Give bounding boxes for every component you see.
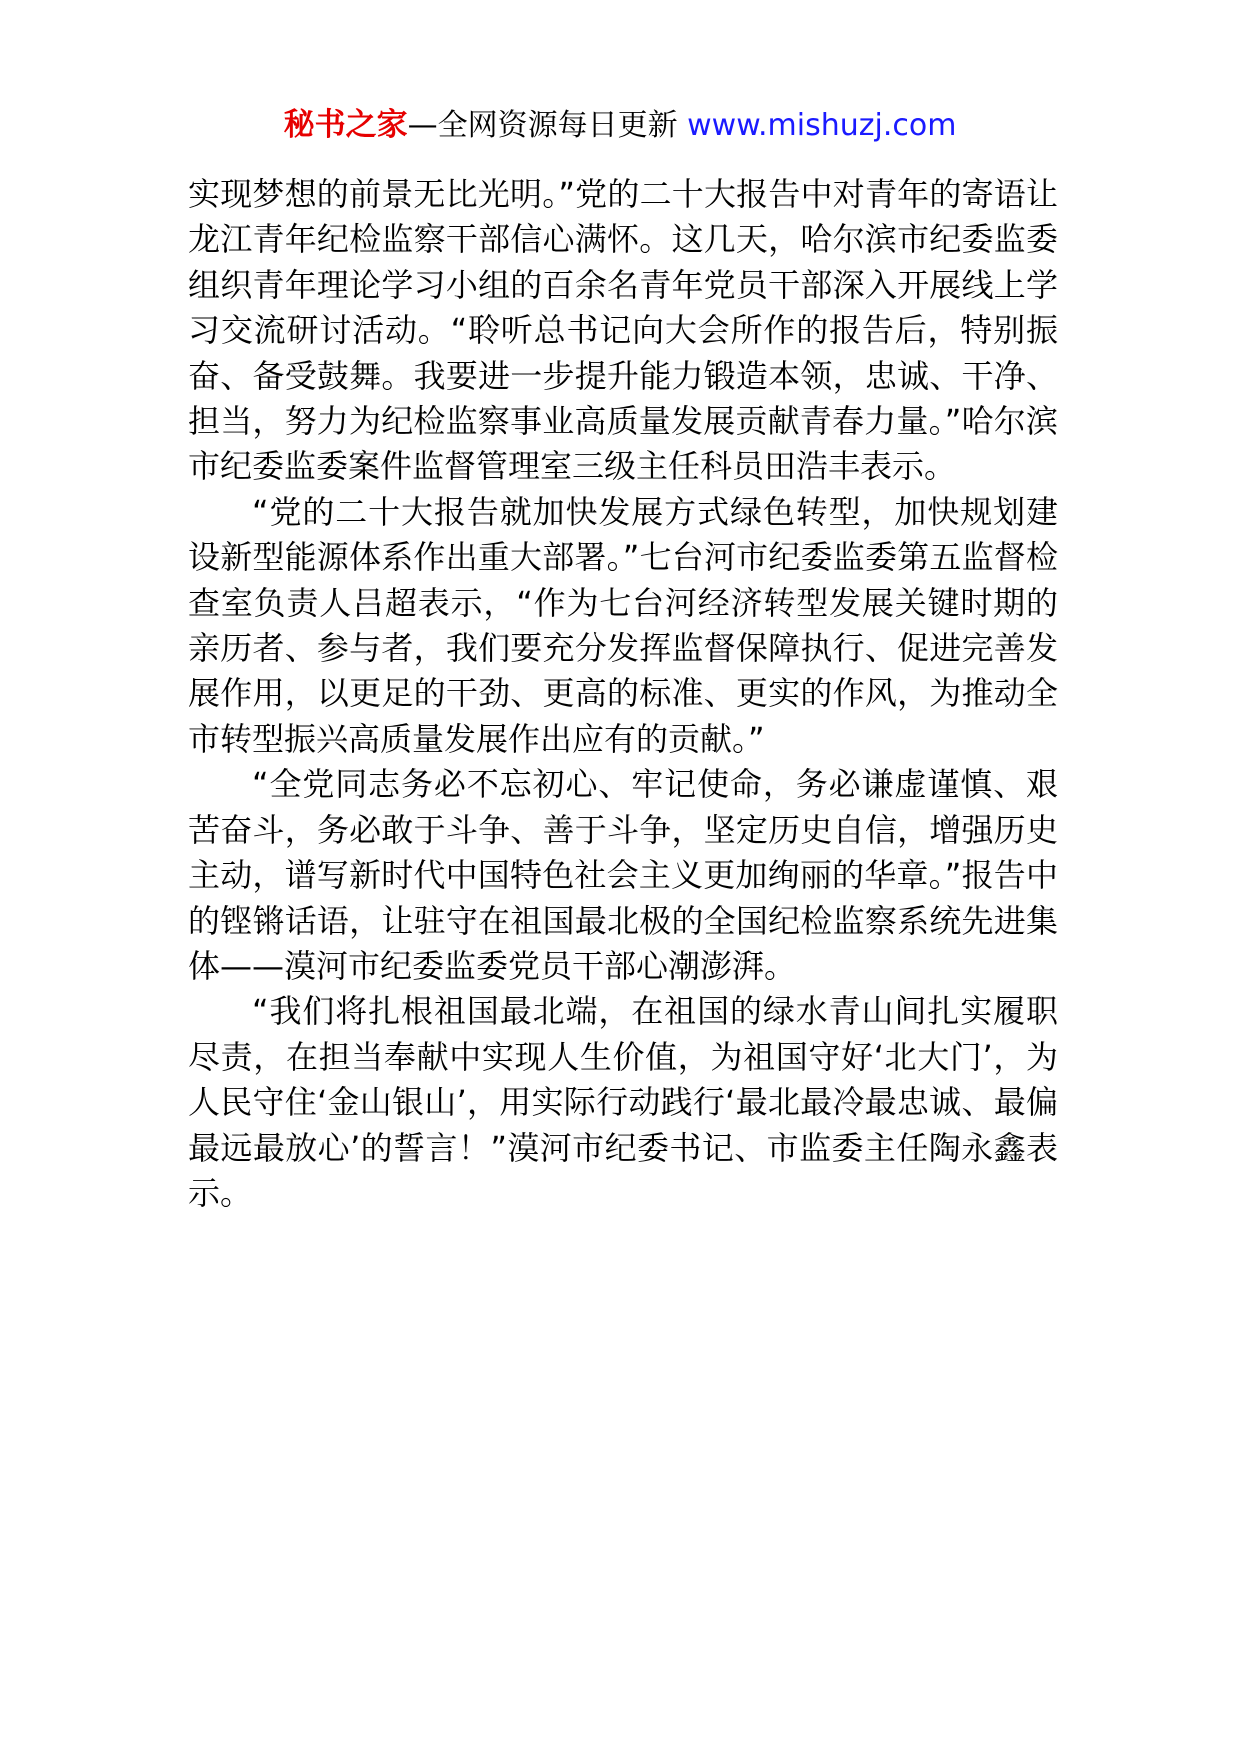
brand-name: 秘书之家	[283, 107, 408, 143]
article-body	[188, 172, 1058, 1216]
site-url-link[interactable]: www.mishuzj.com	[687, 108, 957, 143]
site-header	[0, 100, 1240, 151]
paragraph-1: 实现梦想的前景无比光明。”党的二十大报告中对青年的寄语让龙江青年纪检监察干部信心满怀。这几天，哈尔滨市纪委监委组织青年理论学习小组的百余名青年党员干部深入开展线上学习交流研讨活动。“聆听总书记向大会所作的报告后，特别振奋、备受鼓舞。我要进一步提升能力锻造本领，忠诚、干净、担当，努力为纪检监察事业高质量发展贡献青春力量。”哈尔滨市纪委监委案件监督管理室三级主任科员田浩丰表示。	[188, 175, 1058, 486]
paragraph-2: “党的二十大报告就加快发展方式绿色转型，加快规划建设新型能源体系作出重大部署。”七台河市纪委监委第五监督检查室负责人吕超表示，“作为七台河经济转型发展关键时期的亲历者、参与者，我们要充分发挥监督保障执行、促进完善发展作用，以更足的干劲、更高的标准、更实的作风，为推动全市转型振兴高质量发展作出应有的贡献。”	[188, 492, 1058, 758]
paragraph-3: “全党同志务必不忘初心、牢记使命，务必谦虚谨慎、艰苦奋斗，务必敢于斗争、善于斗争，坚定历史自信，增强历史主动，谱写新时代中国特色社会主义更加绚丽的华章。”报告中的铿锵话语，让驻守在祖国最北极的全国纪检监察系统先进集体——漠河市纪委监委党员干部心潮澎湃。	[188, 765, 1058, 985]
header-slogan: —全网资源每日更新	[407, 108, 678, 143]
paragraph-4: “我们将扎根祖国最北端，在祖国的绿水青山间扎实履职尽责，在担当奉献中实现人生价值，为祖国守好‘北大门’，为人民守住‘金山银山’，用实际行动践行‘最北最冷最忠诚、最偏最远最放心’的誓言！”漠河市纪委书记、市监委主任陶永鑫表示。	[188, 992, 1058, 1212]
